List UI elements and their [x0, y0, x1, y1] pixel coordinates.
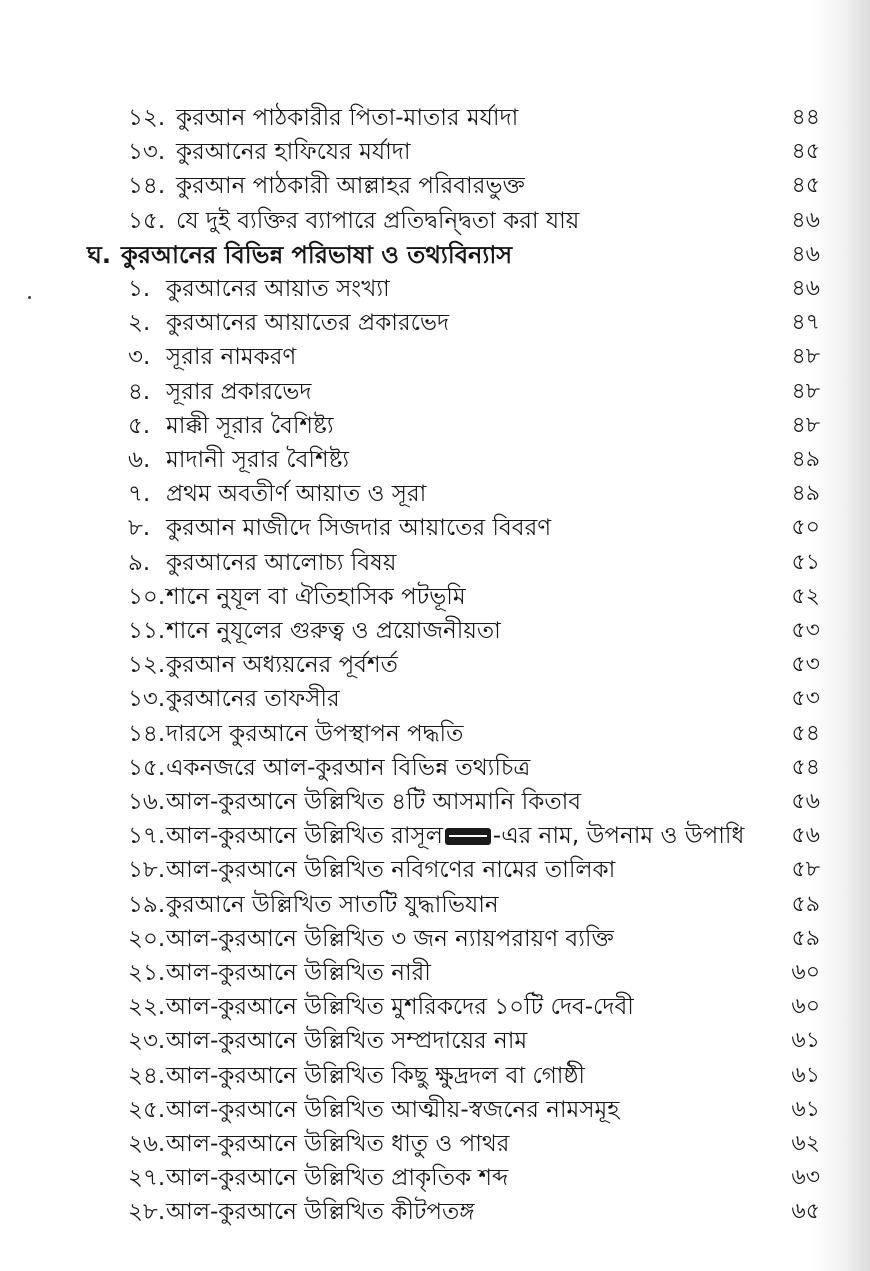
toc-page-number: ৪৬	[791, 207, 820, 233]
toc-page-number: ৪৫	[791, 139, 820, 165]
toc-entry	[128, 614, 501, 648]
toc-entry-number: ২৫.	[128, 1096, 166, 1123]
toc-page-number: ৪৪	[791, 105, 820, 130]
toc-entry-title: আল-কুরআনে উল্লিখিত রাসূল	[166, 823, 443, 850]
toc-entry	[128, 511, 551, 545]
toc-entry	[128, 990, 634, 1024]
toc-entry	[128, 819, 744, 853]
toc-entry-title: কুরআনের হাফিযের মর্যাদা	[176, 139, 411, 166]
toc-entry-number: ২৭.	[128, 1165, 166, 1192]
toc-entry-number: ১৬.	[128, 789, 166, 815]
toc-entry-title: আল-কুরআনে উল্লিখিত কীটপতঙ্গ	[166, 1199, 475, 1226]
toc-page-number: ৫৪	[791, 720, 820, 746]
toc-entry-number: ১৭.	[128, 823, 166, 850]
toc-entry-title: যে দুই ব্যক্তির ব্যাপারে প্রতিদ্বন্দ্বিতা করা যায়	[176, 207, 580, 234]
toc-entry-title: কুরআন পাঠকারীর পিতা-মাতার মর্যাদা	[176, 105, 519, 131]
toc-entry-title-suffix: -এর নাম, উপনাম ও উপাধি	[492, 823, 745, 850]
toc-entry-title: কুরআনের তাফসীর	[166, 686, 340, 713]
toc-entry-number: ২.	[128, 310, 151, 337]
toc-page-number: ৬১	[791, 1062, 820, 1088]
toc-entry	[128, 785, 581, 819]
toc-entry	[128, 340, 296, 374]
toc-entry	[128, 922, 614, 956]
toc-entry-title: শানে নুযূল বা ঐতিহাসিক পটভূমি	[166, 583, 466, 610]
toc-entry	[128, 853, 615, 887]
toc-entry-title: আল-কুরআনে উল্লিখিত ধাতু ও পাথর	[166, 1131, 510, 1157]
print-speck	[28, 296, 31, 299]
toc-section-heading	[87, 238, 512, 272]
toc-entry	[128, 956, 431, 990]
toc-entry-title: দারসে কুরআনে উপস্থাপন পদ্ধতি	[166, 720, 464, 747]
toc-entry	[128, 1195, 475, 1229]
toc-page-number: ৪৯	[791, 481, 820, 507]
toc-page-number: ৪৮	[791, 344, 820, 370]
toc-entry-title: কুরআনে উল্লিখিত সাতটি যুদ্ধাভিযান	[166, 891, 499, 918]
toc-entry-title: আল-কুরআনে উল্লিখিত ৪টি আসমানি কিতাব	[166, 789, 582, 815]
toc-page-number: ৪৮	[791, 378, 820, 404]
toc-entry-title: শানে নুযূলের গুরুত্ব ও প্রয়োজনীয়তা	[166, 618, 501, 644]
toc-entry-number: ৫.	[128, 412, 151, 439]
toc-entry-number: ২৬.	[128, 1131, 166, 1157]
toc-page-number: ৬১	[791, 1096, 820, 1122]
toc-page-number: ৪৯	[791, 447, 820, 472]
toc-page-number: ৫৬	[791, 823, 820, 849]
toc-page-number: ৬০	[791, 994, 820, 1020]
toc-page-number: ৫৪	[791, 754, 820, 780]
toc-entry-number: ১৫.	[128, 754, 166, 781]
toc-page-number: ৫৯	[791, 891, 820, 917]
toc-entry-title: সূরার প্রকারভেদ	[166, 378, 312, 405]
toc-entry-number: ১৪.	[128, 173, 166, 200]
toc-page-number: ৬৫	[791, 1199, 820, 1225]
toc-entry-title: কুরআনের বিভিন্ন পরিভাষা ও তথ্যবিন্যাস	[121, 240, 513, 269]
toc-entry-number: ৭.	[128, 481, 151, 508]
toc-entry-title: মাদানী সূরার বৈশিষ্ট্য	[166, 447, 350, 473]
toc-entry	[128, 306, 449, 340]
toc-entry-title: একনজরে আল-কুরআন বিভিন্ন তথ্যচিত্র	[166, 754, 531, 781]
toc-entry-number: ৩.	[128, 344, 151, 371]
toc-entry	[128, 135, 411, 169]
toc-page-number: ৬১	[791, 1028, 820, 1054]
toc-entry-number: ১১.	[128, 618, 166, 644]
toc-entry	[128, 477, 426, 511]
toc-page-number: ৫২	[791, 583, 820, 609]
toc-entry-number: ঘ.	[87, 240, 111, 269]
toc-entry	[128, 648, 398, 682]
toc-page-number: ৪৫	[791, 173, 820, 199]
toc-entry-number: ১৯.	[128, 891, 166, 918]
toc-page-number: ৬২	[791, 1131, 820, 1156]
toc-entry-number: ২৪.	[128, 1062, 166, 1089]
toc-entry	[128, 682, 340, 716]
toc-entry	[128, 272, 390, 306]
toc-page-number: ৬৩	[791, 1165, 820, 1191]
toc-page-number: ৪৬	[791, 276, 820, 301]
toc-entry	[128, 717, 463, 751]
toc-entry-number: ২১.	[128, 960, 166, 986]
toc-entry	[128, 546, 396, 580]
toc-entry-number: ২২.	[128, 994, 166, 1021]
toc-entry-title: আল-কুরআনে উল্লিখিত আত্মীয়-স্বজনের নামসমূহ	[166, 1096, 620, 1123]
toc-page-number: ৪৭	[791, 310, 820, 336]
toc-entry-number: ২৮.	[128, 1199, 166, 1226]
toc-page-number: ৫০	[791, 515, 820, 541]
toc-page-number: ৫৩	[791, 686, 820, 712]
toc-page-number: ৫৮	[791, 857, 820, 883]
toc-entry-title: আল-কুরআনে উল্লিখিত মুশরিকদের ১০টি দেব-দেবী	[166, 994, 634, 1021]
toc-entry-number: ১.	[128, 276, 151, 302]
toc-entry-number: ২০.	[128, 925, 166, 952]
toc-entry	[128, 1059, 585, 1093]
toc-entry-title: কুরআনের আয়াত সংখ্যা	[166, 276, 390, 302]
toc-entry-number: ১৩.	[128, 139, 166, 166]
toc-entry-title: মাক্কী সূরার বৈশিষ্ট্য	[166, 412, 334, 439]
toc-entry-number: ১৪.	[128, 720, 166, 747]
toc-entry-title: আল-কুরআনে উল্লিখিত নবিগণের নামের তালিকা	[166, 857, 616, 884]
toc-entry-number: ১৩.	[128, 686, 166, 713]
toc-entry-number: ২৩.	[128, 1028, 166, 1055]
toc-entry	[128, 1161, 508, 1195]
toc-entry	[128, 1093, 619, 1127]
toc-entry-number: ১০.	[128, 583, 166, 610]
toc-entry	[128, 409, 334, 443]
toc-entry-title: আল-কুরআনে উল্লিখিত প্রাকৃতিক শব্দ	[166, 1165, 509, 1192]
toc-entry	[128, 204, 579, 238]
salawat-calligraphy-icon	[445, 828, 491, 845]
toc-entry	[128, 888, 499, 922]
toc-entry-title: আল-কুরআনে উল্লিখিত নারী	[166, 960, 431, 986]
toc-entry	[128, 101, 518, 135]
toc-page-number: ৫৯	[791, 925, 820, 951]
toc-page-number: ৫৬	[791, 789, 820, 814]
toc-entry-number: ৯.	[128, 549, 151, 576]
toc-page-number: ৫৩	[791, 618, 820, 643]
toc-entry-number: ৪.	[128, 378, 151, 405]
toc-entry-title: কুরআন মাজীদে সিজদার আয়াতের বিবরণ	[166, 515, 552, 542]
toc-entry-title: প্রথম অবতীর্ণ আয়াত ও সূরা	[166, 481, 427, 508]
toc-entry-title: আল-কুরআনে উল্লিখিত কিছু ক্ষুদ্রদল বা গোষ্ঠী	[166, 1062, 586, 1089]
toc-entry-title: সূরার নামকরণ	[166, 344, 297, 371]
toc-entry-title: আল-কুরআনে উল্লিখিত ৩ জন ন্যায়পরায়ণ ব্যক্তি	[166, 925, 614, 952]
toc-page-number: ৪৬	[791, 241, 820, 267]
toc-entry-number: ১৫.	[128, 207, 166, 234]
toc-page-number: ৪৮	[791, 412, 820, 438]
toc-entry-title: কুরআনের আলোচ্য বিষয়	[166, 549, 397, 576]
toc-entry	[128, 169, 525, 203]
toc-entry-number: ১৮.	[128, 857, 166, 884]
toc-entry	[128, 580, 466, 614]
toc-entry-number: ৬.	[128, 447, 151, 473]
toc-entry-title: কুরআনের আয়াতের প্রকারভেদ	[166, 310, 450, 337]
toc-entry-number: ১২.	[128, 105, 166, 131]
toc-entry	[128, 375, 312, 409]
toc-entry	[128, 1024, 527, 1058]
toc-entry	[128, 443, 349, 477]
toc-entry-title: কুরআন পাঠকারী আল্লাহর পরিবারভুক্ত	[176, 173, 525, 200]
toc-page-number: ৫১	[791, 549, 820, 575]
toc-page-number: ৫৩	[791, 652, 820, 678]
toc-entry	[128, 1127, 509, 1161]
toc-entry	[128, 751, 530, 785]
toc-page-number: ৬০	[791, 960, 820, 985]
toc-entry-number: ৮.	[128, 515, 151, 542]
toc-entry-number: ১২.	[128, 652, 166, 679]
toc-entry-title: কুরআন অধ্যয়নের পূর্বশর্ত	[166, 652, 398, 679]
toc-entry-title: আল-কুরআনে উল্লিখিত সম্প্রদায়ের নাম	[166, 1028, 528, 1055]
